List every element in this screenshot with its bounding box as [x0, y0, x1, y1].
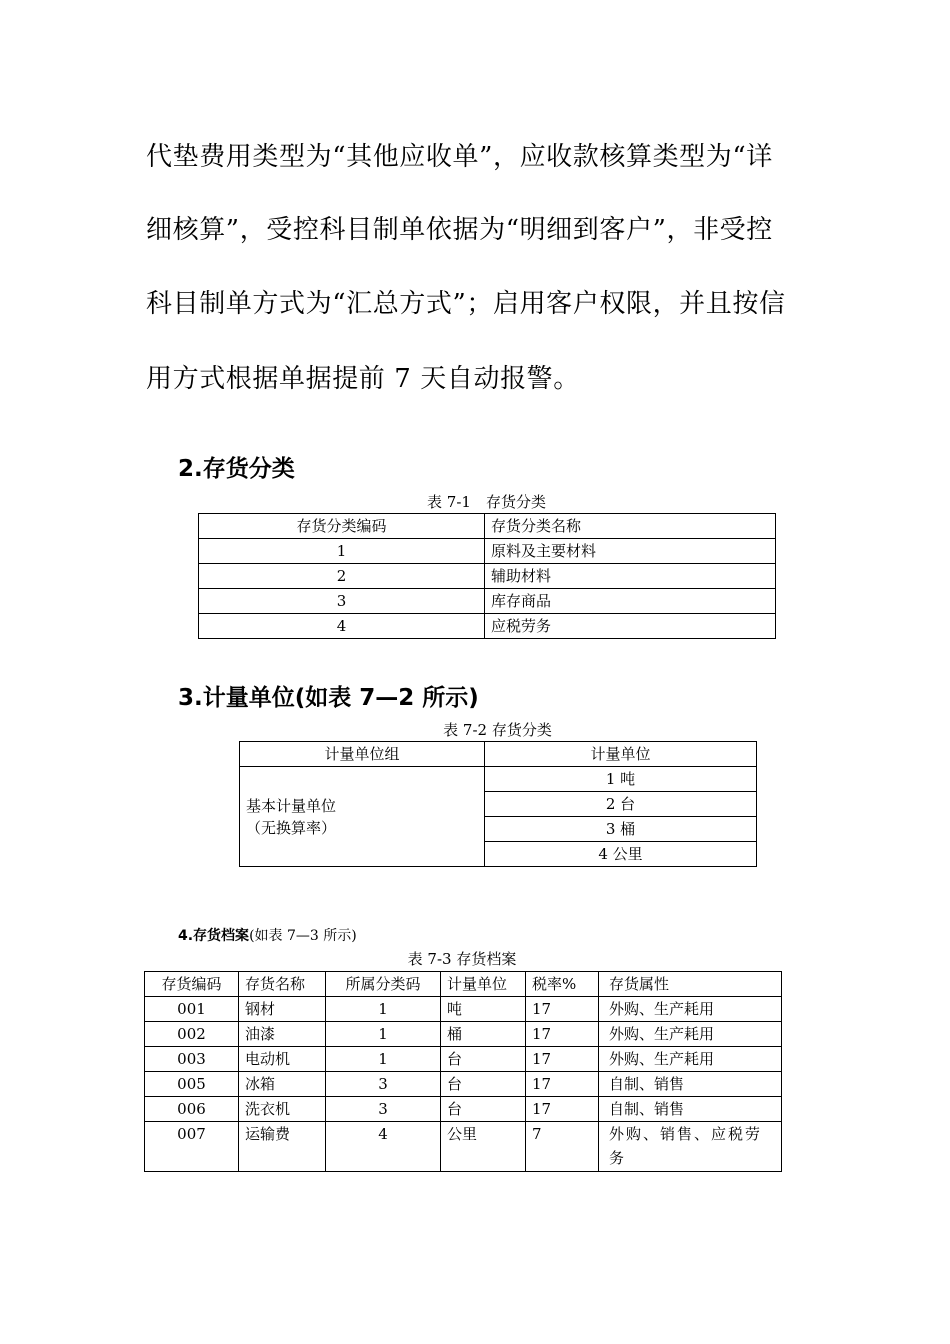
item-name: 运输费: [239, 1122, 326, 1172]
table-row: [145, 997, 782, 1022]
paragraph-line-3: 科目制单方式为“汇总方式”；启用客户权限，并且按信: [146, 289, 786, 319]
table-header-row: [145, 972, 782, 997]
unit-cell: 1 吨: [485, 767, 757, 792]
item-tax: 17: [526, 1022, 599, 1047]
table-caption-7-1: 表 7-1 存货分类: [427, 493, 546, 511]
inventory-class-table: [198, 513, 776, 639]
unit-group-name: 基本计量单位: [246, 796, 337, 815]
table-caption-7-3: 表 7-3 存货档案: [407, 950, 517, 968]
table-row: [145, 1122, 782, 1172]
unit-group-note: （无换算率）: [246, 818, 337, 837]
section-heading-inventory-file: [178, 925, 357, 945]
paragraph-line-1: 代垫费用类型为“其他应收单”，应收款核算类型为“详: [146, 142, 773, 172]
item-unit: 公里: [441, 1122, 526, 1172]
unit-cell: 3 桶: [485, 817, 757, 842]
item-attr: 自制、销售: [599, 1097, 782, 1122]
item-code: 006: [145, 1097, 239, 1122]
item-attr: 自制、销售: [599, 1072, 782, 1097]
item-attr: 外购、生产耗用: [599, 1022, 782, 1047]
table-row: [145, 1022, 782, 1047]
table-row: [199, 589, 776, 614]
table-row: [240, 767, 757, 792]
heading-bold-part: 4.存货档案: [178, 928, 250, 944]
header-cell: 计量单位组: [240, 742, 485, 767]
item-tax: 17: [526, 1072, 599, 1097]
header-cell: 存货分类名称: [485, 514, 776, 539]
item-attr-line: 务: [609, 1149, 627, 1167]
item-name: 电动机: [239, 1047, 326, 1072]
paragraph-line-4: 用方式根据单据提前 7 天自动报警。: [146, 364, 580, 394]
unit-cell: 4 公里: [485, 842, 757, 867]
item-unit: 台: [441, 1097, 526, 1122]
item-name: 冰箱: [239, 1072, 326, 1097]
item-class: 1: [326, 1022, 441, 1047]
item-unit: 桶: [441, 1022, 526, 1047]
class-code: 2: [199, 564, 485, 589]
table-row: [145, 1072, 782, 1097]
header-cell: 存货分类编码: [199, 514, 485, 539]
table-row: [199, 539, 776, 564]
table-header-row: [240, 742, 757, 767]
header-cell: 存货属性: [599, 972, 782, 997]
item-name: 钢材: [239, 997, 326, 1022]
item-attr-multiline: [599, 1122, 782, 1172]
class-name: 辅助材料: [485, 564, 776, 589]
table-caption-7-2: 表 7-2 存货分类: [443, 721, 552, 739]
item-class: 3: [326, 1072, 441, 1097]
item-unit: 台: [441, 1072, 526, 1097]
item-tax: 17: [526, 1097, 599, 1122]
item-attr: 外购、生产耗用: [599, 997, 782, 1022]
table-header-row: [199, 514, 776, 539]
inventory-file-table: [144, 971, 782, 1172]
header-cell: 存货编码: [145, 972, 239, 997]
class-name: 原料及主要材料: [485, 539, 776, 564]
class-code: 4: [199, 614, 485, 639]
item-tax: 7: [526, 1122, 599, 1172]
item-class: 1: [326, 997, 441, 1022]
header-cell: 所属分类码: [326, 972, 441, 997]
item-class: 4: [326, 1122, 441, 1172]
item-attr: 外购、生产耗用: [599, 1047, 782, 1072]
class-name: 库存商品: [485, 589, 776, 614]
class-code: 1: [199, 539, 485, 564]
section-heading-inventory-class: 2.存货分类: [178, 456, 295, 482]
table-row: [199, 614, 776, 639]
item-class: 3: [326, 1097, 441, 1122]
item-unit: 吨: [441, 997, 526, 1022]
unit-cell: 2 台: [485, 792, 757, 817]
class-name: 应税劳务: [485, 614, 776, 639]
item-attr-line: 外购、销售、应税劳: [609, 1125, 763, 1143]
item-code: 001: [145, 997, 239, 1022]
header-cell: 税率%: [526, 972, 599, 997]
item-code: 003: [145, 1047, 239, 1072]
item-tax: 17: [526, 1047, 599, 1072]
class-code: 3: [199, 589, 485, 614]
item-name: 油漆: [239, 1022, 326, 1047]
item-unit: 台: [441, 1047, 526, 1072]
unit-group-cell: [240, 767, 485, 867]
paragraph-line-2: 细核算”，受控科目制单依据为“明细到客户”，非受控: [146, 215, 773, 245]
header-cell: 存货名称: [239, 972, 326, 997]
header-cell: 计量单位: [485, 742, 757, 767]
table-row: [145, 1047, 782, 1072]
item-class: 1: [326, 1047, 441, 1072]
item-code: 005: [145, 1072, 239, 1097]
section-heading-unit: 3.计量单位(如表 7—2 所示): [178, 685, 479, 711]
item-name: 洗衣机: [239, 1097, 326, 1122]
table-row: [199, 564, 776, 589]
unit-table: [239, 741, 757, 867]
item-code: 007: [145, 1122, 239, 1172]
table-row: [145, 1097, 782, 1122]
header-cell: 计量单位: [441, 972, 526, 997]
heading-rest-part: (如表 7—3 所示): [249, 928, 357, 944]
item-tax: 17: [526, 997, 599, 1022]
item-code: 002: [145, 1022, 239, 1047]
